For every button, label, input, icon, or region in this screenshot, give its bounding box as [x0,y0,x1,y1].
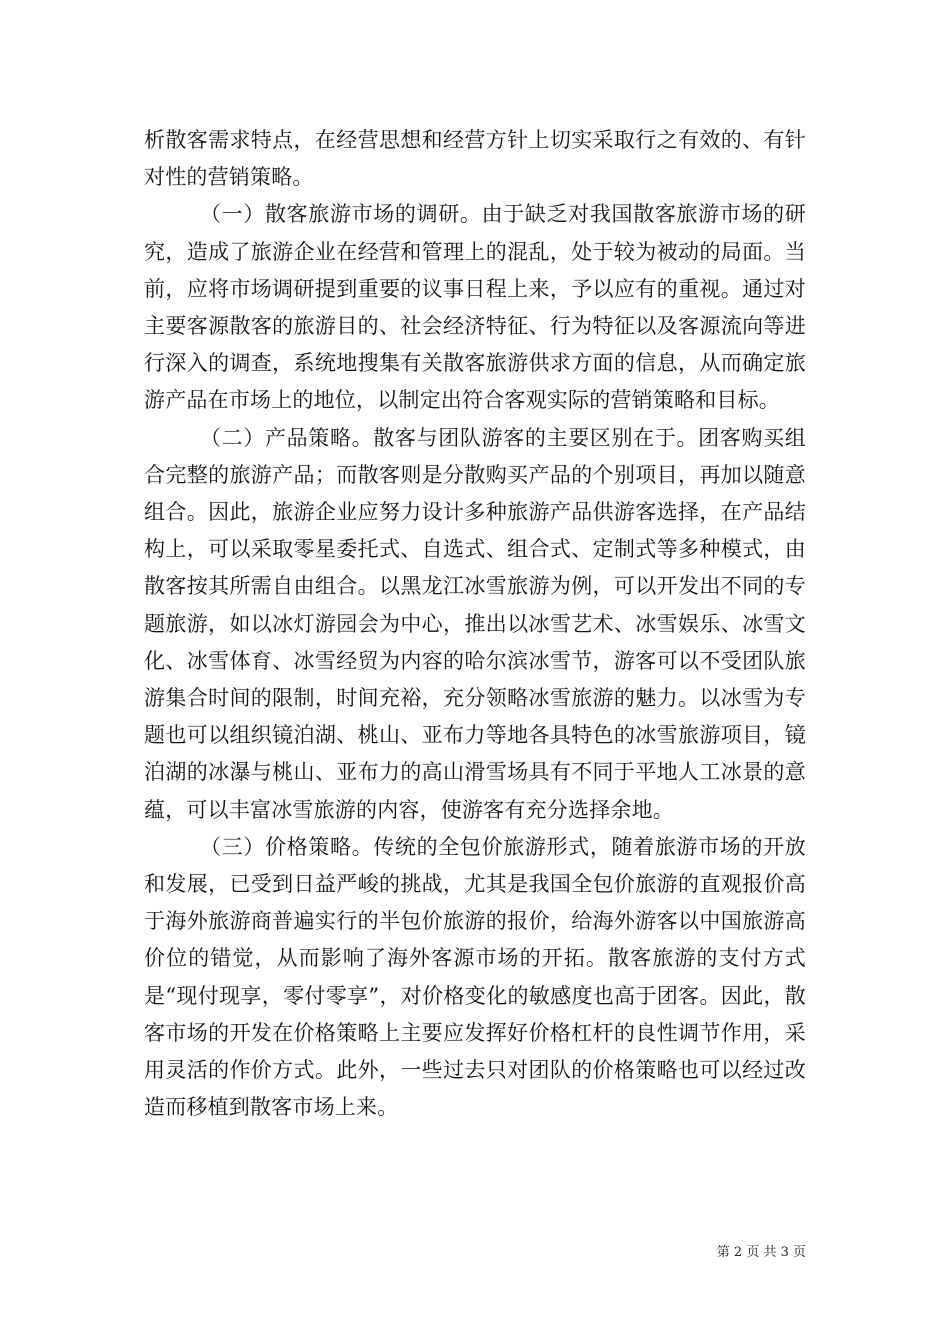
paragraph-price-strategy: （三）价格策略。传统的全包价旅游形式，随着旅游市场的开放和发展，已受到日益严峻的挑战，尤其是我国全包价旅游的直观报价高于海外旅游商普遍实行的半包价旅游的报价，给海外游客以中国旅游高价位的错觉，从而影响了海外客源市场的开拓。散客旅游的支付方式是“现付现享，零付零享”，对价格变化的敏感度也高于团客。因此，散客市场的开发在价格策略上主要应发挥好价格杠杆的良性调节作用，采用灵活的作价方式。此外，一些过去只对团队的价格策略也可以经过改造而移植到散客市场上来。 [144,834,806,1120]
paragraph-market-research: （一）散客旅游市场的调研。由于缺乏对我国散客旅游市场的研究，造成了旅游企业在经营和管理上的混乱，处于较为被动的局面。当前，应将市场调研提到重要的议事日程上来，予以应有的重视。通过对主要客源散客的旅游目的、社会经济特征、行为特征以及客源流向等进行深入的调查，系统地搜集有关散客旅游供求方面的信息，从而确定旅游产品在市场上的地位，以制定出符合客观实际的营销策略和目标。 [144,202,806,413]
paragraph-product-strategy: （二）产品策略。散客与团队游客的主要区别在于。团客购买组合完整的旅游产品；而散客则是分散购买产品的个别项目，再加以随意组合。因此，旅游企业应努力设计多种旅游产品供游客选择，在产品结构上，可以采取零星委托式、自选式、组合式、定制式等多种模式，由散客按其所需自由组合。以黑龙江冰雪旅游为例，可以开发出不同的专题旅游，如以冰灯游园会为中心，推出以冰雪艺术、冰雪娱乐、冰雪文化、冰雪体育、冰雪经贸为内容的哈尔滨冰雪节，游客可以不受团队旅游集合时间的限制，时间充裕，充分领略冰雪旅游的魅力。以冰雪为专题也可以组织镜泊湖、桃山、亚布力等地各具特色的冰雪旅游项目，镜泊湖的冰瀑与桃山、亚布力的高山滑雪场具有不同于平地人工冰景的意蕴，可以丰富冰雪旅游的内容，使游客有充分选择余地。 [144,425,806,822]
body-text [144,122,806,1126]
page-number-footer: 第 2 页 共 3 页 [716,1245,806,1260]
paragraph-continuation: 析散客需求特点，在经营思想和经营方针上切实采取行之有效的、有针对性的营销策略。 [144,128,806,190]
